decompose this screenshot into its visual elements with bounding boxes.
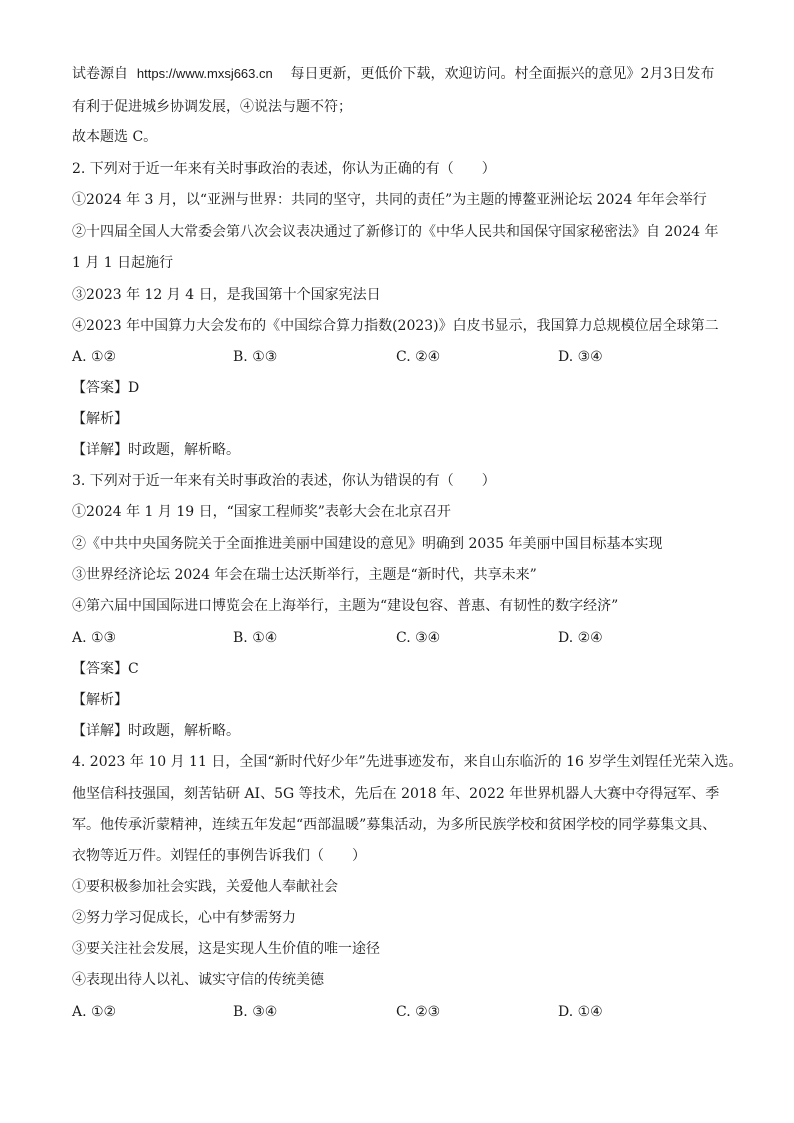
q2-option-d: D. ③④ [558,349,603,365]
q3-answer: 【答案】C [72,661,139,677]
q4-statement-1: ①要积极参加社会实践，关爱他人奉献社会 [72,879,338,895]
source-prefix: 试卷源自 [72,66,128,82]
q4-paragraph-1: 4. 2023 年 10 月 11 日，全国“新时代好少年”先进事迹发布，来自山东临沂的 16 岁学生刘锃任光荣入选。 [72,754,743,770]
q4-paragraph-4: 衣物等近万件。刘锃任的事例告诉我们（ ） [72,848,366,864]
q3-statement-4: ④第六届中国国际进口博览会在上海举行，主题为“建设包容、普惠、有韧性的数字经济” [72,598,619,614]
q2-option-b: B. ①③ [233,349,278,365]
q2-statement-2a: ②十四届全国人大常委会第八次会议表决通过了新修订的《中华人民共和国保守国家秘密法》自 2024 年 [72,224,719,240]
q3-detail: 【详解】时政题，解析略。 [72,723,240,739]
q4-option-d: D. ①④ [558,1004,603,1020]
q3-option-c: C. ③④ [396,630,441,646]
q1-tail-line1: 有利于促进城乡协调发展，④说法与题不符； [72,99,352,115]
q2-option-a: A. ①② [72,349,117,365]
q3-option-b: B. ①④ [233,630,278,646]
q3-statement-3: ③世界经济论坛 2024 年会在瑞士达沃斯举行，主题是“新时代，共享未来” [72,567,537,583]
q3-statement-2: ②《中共中央国务院关于全面推进美丽中国建设的意见》明确到 2035 年美丽中国目标基本实现 [72,536,663,552]
q2-stem: 2. 下列对于近一年来有关时事政治的表述，你认为正确的有（ ） [72,161,496,177]
q2-statement-2b: 1 月 1 日起施行 [72,255,174,271]
q4-statement-3: ③要关注社会发展，这是实现人生价值的唯一途径 [72,941,380,957]
q4-paragraph-2: 他坚信科技强国，刻苦钻研 AI、5G 等技术，先后在 2018 年、2022 年世界机器人大赛中夺得冠军、季 [72,786,720,802]
source-tagline: 每日更新，更低价下载，欢迎访问。村全面振兴的意见》2月3日发布 [290,66,715,82]
q4-option-c: C. ②③ [396,1004,441,1020]
q2-statement-4: ④2023 年中国算力大会发布的《中国综合算力指数(2023)》白皮书显示，我国算力总规模位居全球第二 [72,318,719,334]
source-url[interactable]: https://www.mxsj663.cn [136,66,273,81]
q2-answer: 【答案】D [72,380,140,396]
q4-paragraph-3: 军。他传承沂蒙精神，连续五年发起“西部温暖”募集活动，为多所民族学校和贫困学校的同学募集文具、 [72,817,717,833]
q4-option-a: A. ①② [72,1004,117,1020]
q3-option-a: A. ①③ [72,630,117,646]
q1-tail-line2: 故本题选 C。 [72,129,158,145]
source-header [72,64,714,84]
q2-statement-1: ①2024 年 3 月，以“亚洲与世界：共同的坚守，共同的责任”为主题的博鳌亚洲论坛 2024 年年会举行 [72,192,707,208]
q4-option-b: B. ③④ [233,1004,278,1020]
q2-statement-3: ③2023 年 12 月 4 日，是我国第十个国家宪法日 [72,287,381,303]
q3-stem: 3. 下列对于近一年来有关时事政治的表述，你认为错误的有（ ） [72,473,496,489]
q3-option-d: D. ②④ [558,630,603,646]
q2-detail: 【详解】时政题，解析略。 [72,442,240,458]
q2-analysis: 【解析】 [72,411,128,427]
q4-statement-2: ②努力学习促成长，心中有梦需努力 [72,910,296,926]
q4-statement-4: ④表现出待人以礼、诚实守信的传统美德 [72,972,324,988]
q2-option-c: C. ②④ [396,349,441,365]
q3-statement-1: ①2024 年 1 月 19 日，“国家工程师奖”表彰大会在北京召开 [72,504,451,520]
q3-analysis: 【解析】 [72,692,128,708]
